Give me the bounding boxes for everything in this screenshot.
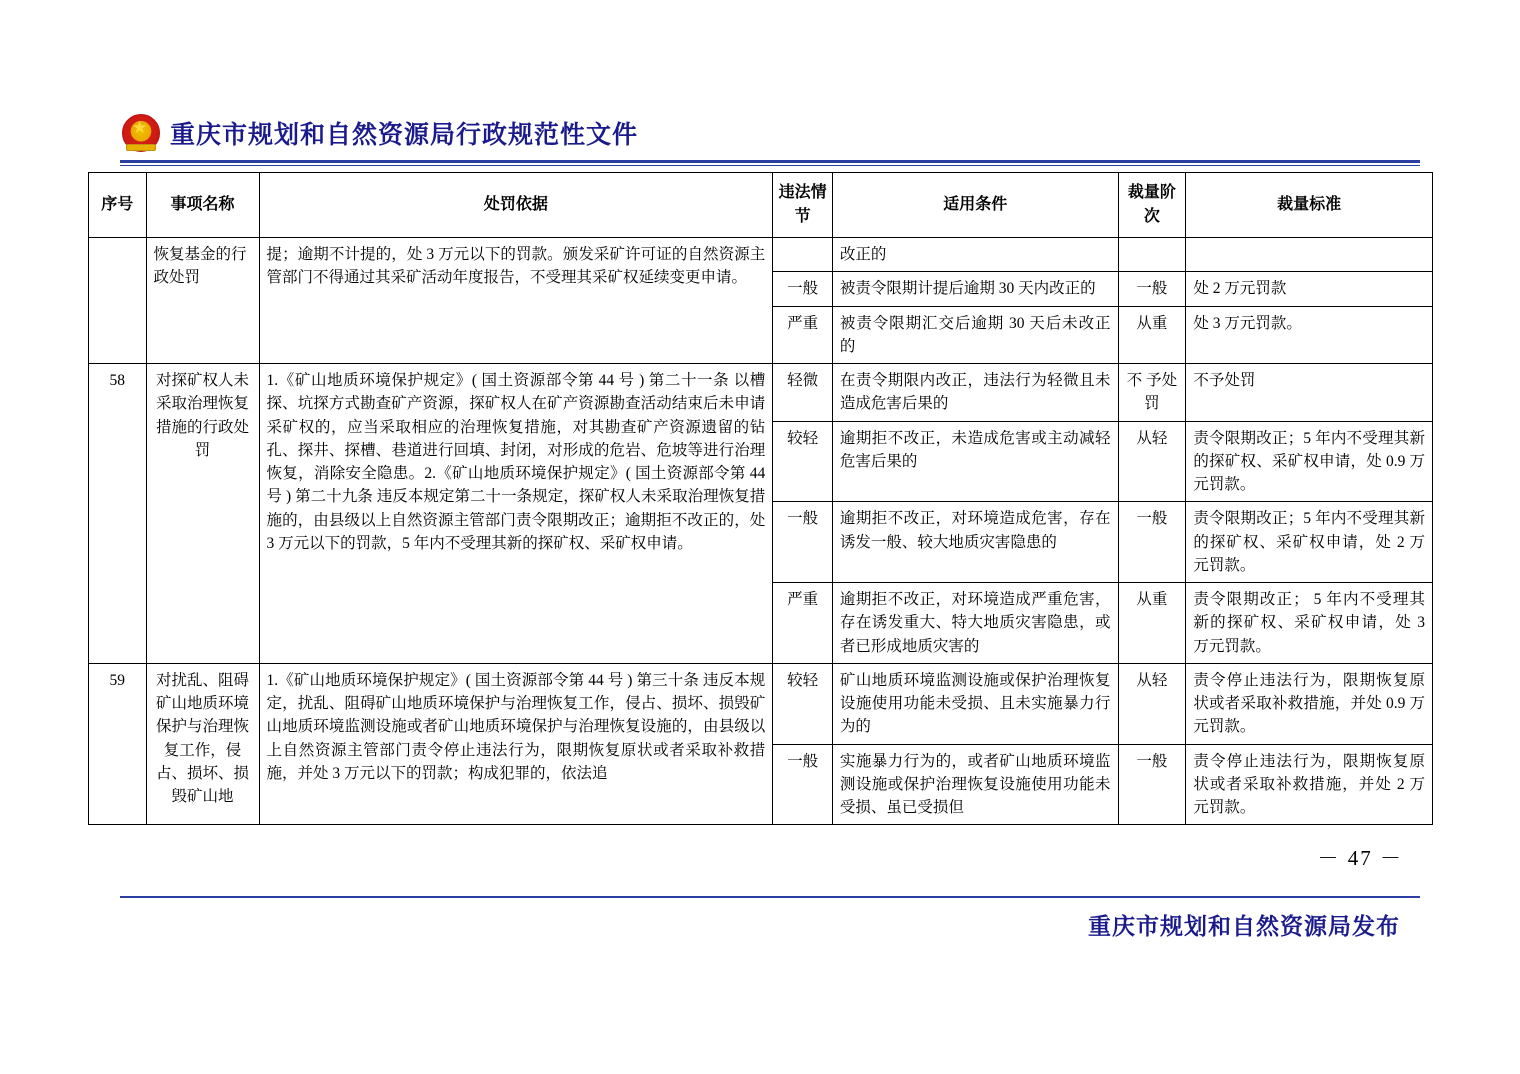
national-emblem-icon [120, 112, 162, 154]
cell-level: 一般 [1118, 272, 1186, 306]
page-number: － 47 － [1317, 846, 1403, 870]
cell-severity: 一般 [773, 744, 833, 825]
cell-number: 58 [89, 364, 147, 664]
cell-standard: 责令停止违法行为，限期恢复原状或者采取补救措施，并处 0.9 万元罚款。 [1186, 663, 1433, 744]
cell-severity: 较轻 [773, 663, 833, 744]
cell-severity [773, 238, 833, 272]
cell-level [1118, 238, 1186, 272]
header-divider [120, 160, 1420, 163]
table-row [89, 663, 1433, 744]
cell-condition: 改正的 [832, 238, 1118, 272]
cell-standard: 责令限期改正； 5 年内不受理其新的探矿权、采矿权申请，处 3 万元罚款。 [1186, 583, 1433, 664]
cell-basis: 提；逾期不计提的，处 3 万元以下的罚款。颁发采矿许可证的自然资源主管部门不得通过其采矿活动年度报告，不受理其采矿权延续变更申请。 [259, 238, 773, 364]
cell-severity: 严重 [773, 306, 833, 364]
cell-severity: 一般 [773, 272, 833, 306]
cell-severity: 一般 [773, 502, 833, 583]
header-divider-thin [120, 165, 1420, 166]
cell-basis: 1.《矿山地质环境保护规定》( 国土资源部令第 44 号 ) 第三十条 违反本规定，扰乱、阻碍矿山地质环境保护与治理恢复工作，侵占、损坏、损毁矿山地质环境监测设施或者矿山地质环境保护与治理恢复设施的，由县级以上自然资源主管部门责令停止违法行为，限期恢复原状或者采取补救措施，并处 3 万元以下的罚款；构成犯罪的，依法追 [259, 663, 773, 825]
cell-condition: 被责令限期计提后逾期 30 天内改正的 [832, 272, 1118, 306]
header-title: 重庆市规划和自然资源局行政规范性文件 [170, 120, 639, 149]
cell-condition: 逾期拒不改正，未造成危害或主动减轻危害后果的 [832, 421, 1118, 502]
cell-severity: 轻微 [773, 364, 833, 422]
cell-level: 从轻 [1118, 663, 1186, 744]
document-header [120, 112, 1420, 154]
table-row [89, 364, 1433, 422]
footer-divider [120, 896, 1420, 898]
cell-level: 不 予处罚 [1118, 364, 1186, 422]
cell-standard: 不予处罚 [1186, 364, 1433, 422]
cell-standard: 处 3 万元罚款。 [1186, 306, 1433, 364]
column-header-item: 事项名称 [146, 173, 259, 238]
cell-standard: 责令限期改正；5 年内不受理其新的探矿权、采矿权申请，处 2 万元罚款。 [1186, 502, 1433, 583]
cell-level: 从轻 [1118, 421, 1186, 502]
cell-number [89, 238, 147, 364]
cell-item: 恢复基金的行政处罚 [146, 238, 259, 364]
column-header-level: 裁量阶次 [1118, 173, 1186, 238]
column-header-standard: 裁量标准 [1186, 173, 1433, 238]
cell-severity: 较轻 [773, 421, 833, 502]
column-header-severity: 违法情节 [773, 173, 833, 238]
column-header-number: 序号 [89, 173, 147, 238]
discretion-standards-table [88, 172, 1433, 825]
column-header-condition: 适用条件 [832, 173, 1118, 238]
cell-condition: 矿山地质环境监测设施或保护治理恢复设施使用功能未受损、且未实施暴力行为的 [832, 663, 1118, 744]
cell-level: 一般 [1118, 744, 1186, 825]
cell-standard: 责令限期改正；5 年内不受理其新的探矿权、采矿权申请，处 0.9 万元罚款。 [1186, 421, 1433, 502]
cell-condition: 实施暴力行为的，或者矿山地质环境监测设施或保护治理恢复设施使用功能未受损、虽已受损但 [832, 744, 1118, 825]
cell-standard: 处 2 万元罚款 [1186, 272, 1433, 306]
cell-condition: 被责令限期汇交后逾期 30 天后未改正的 [832, 306, 1118, 364]
cell-item: 对探矿权人未采取治理恢复措施的行政处罚 [146, 364, 259, 664]
table-row [89, 238, 1433, 272]
cell-number: 59 [89, 663, 147, 825]
cell-basis: 1.《矿山地质环境保护规定》( 国土资源部令第 44 号 ) 第二十一条 以槽探、坑探方式勘查矿产资源，探矿权人在矿产资源勘查活动结束后未申请采矿权的，应当采取相应的治理恢复措施，对其勘查矿产资源遗留的钻孔、探井、探槽、巷道进行回填、封闭，对形成的危岩、危坡等进行治理恢复，消除安全隐患。2.《矿山地质环境保护规定》( 国土资源部令第 44 号 ) 第二十九条 违反本规定第二十一条规定，探矿权人未采取治理恢复措施的，由县级以上自然资源主管部门责令限期改正；逾期拒不改正的，处 3 万元以下的罚款，5 年内不受理其新的探矿权、采矿权申请。 [259, 364, 773, 664]
cell-level: 从重 [1118, 583, 1186, 664]
cell-standard [1186, 238, 1433, 272]
cell-condition: 逾期拒不改正，对环境造成危害，存在诱发一般、较大地质灾害隐患的 [832, 502, 1118, 583]
footer-organization: 重庆市规划和自然资源局发布 [1088, 913, 1400, 940]
cell-level: 从重 [1118, 306, 1186, 364]
cell-level: 一般 [1118, 502, 1186, 583]
cell-severity: 严重 [773, 583, 833, 664]
table-header-row [89, 173, 1433, 238]
cell-condition: 逾期拒不改正，对环境造成严重危害，存在诱发重大、特大地质灾害隐患，或者已形成地质灾害的 [832, 583, 1118, 664]
column-header-basis: 处罚依据 [259, 173, 773, 238]
cell-condition: 在责令期限内改正，违法行为轻微且未造成危害后果的 [832, 364, 1118, 422]
cell-item: 对扰乱、阻碍矿山地质环境保护与治理恢复工作，侵占、损坏、损毁矿山地 [146, 663, 259, 825]
cell-standard: 责令停止违法行为，限期恢复原状或者采取补救措施，并处 2 万元罚款。 [1186, 744, 1433, 825]
